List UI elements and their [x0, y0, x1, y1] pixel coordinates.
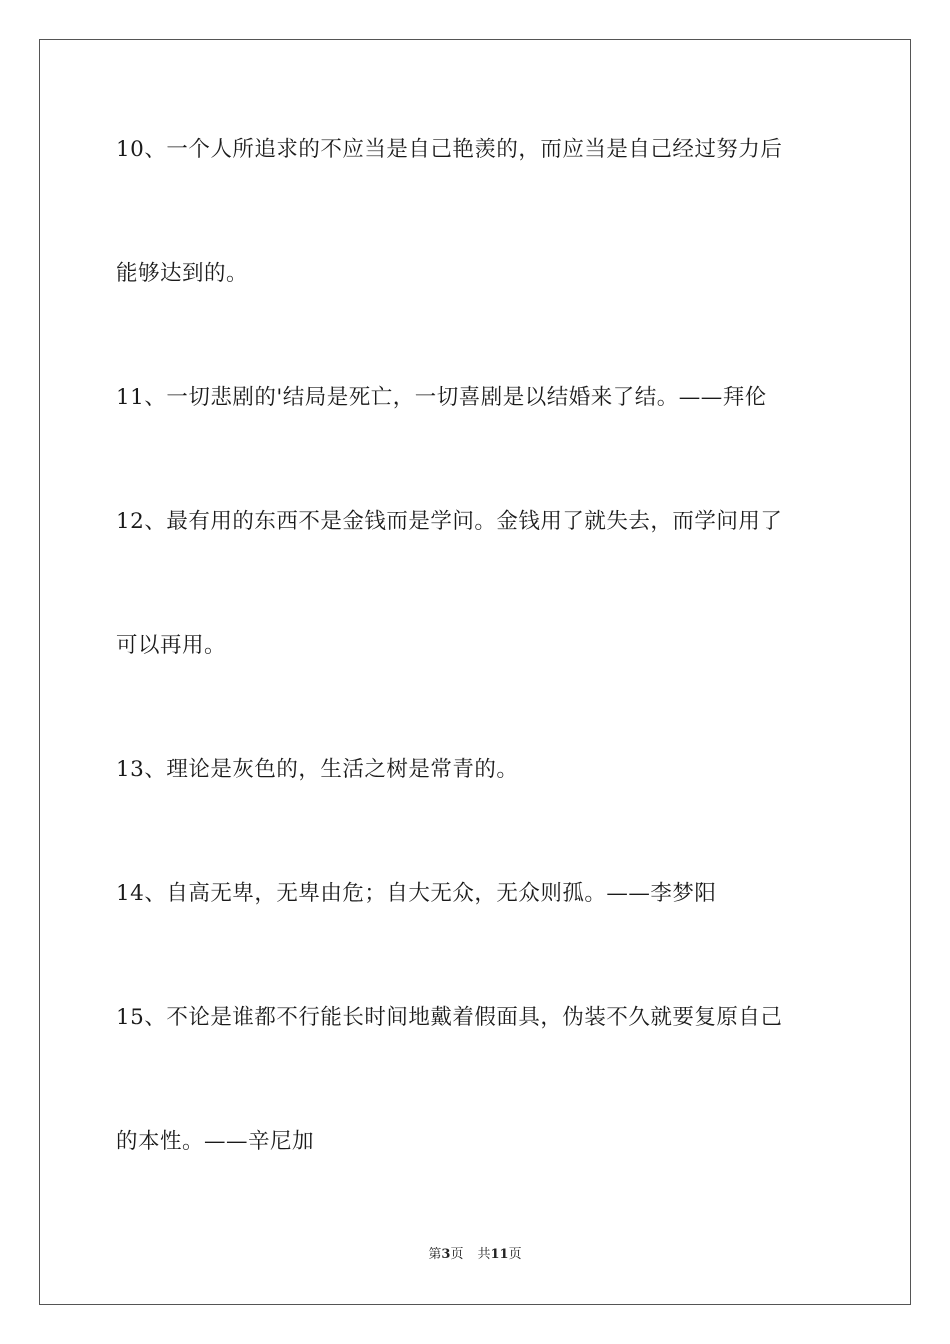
- quote-11: 11、一切悲剧的'结局是死亡，一切喜剧是以结婚来了结。——拜伦: [116, 385, 767, 410]
- total-suffix: 页: [508, 1247, 522, 1262]
- quote-14: 14、自高无卑，无卑由危；自大无众，无众则孤。——李梦阳: [116, 881, 717, 906]
- page-suffix: 页: [450, 1247, 464, 1262]
- page-number: 3: [441, 1247, 451, 1262]
- page-border: [39, 39, 911, 1305]
- page-footer: [0, 1246, 950, 1264]
- quote-12-line-2: 可以再用。: [116, 633, 227, 658]
- quote-10-line-2: 能够达到的。: [116, 261, 249, 286]
- total-pages: 11: [490, 1247, 509, 1262]
- quote-12-line-1: 12、最有用的东西不是金钱而是学问。金钱用了就失去，而学问用了: [116, 509, 783, 534]
- quote-15-line-2: 的本性。——辛尼加: [116, 1129, 315, 1154]
- quote-10-line-1: 10、一个人所追求的不应当是自己艳羡的，而应当是自己经过努力后: [116, 137, 783, 162]
- page-prefix: 第: [428, 1247, 442, 1262]
- total-prefix: 共: [477, 1247, 491, 1262]
- quote-15-line-1: 15、不论是谁都不行能长时间地戴着假面具，伪装不久就要复原自己: [116, 1005, 783, 1030]
- quote-13: 13、理论是灰色的，生活之树是常青的。: [116, 757, 519, 782]
